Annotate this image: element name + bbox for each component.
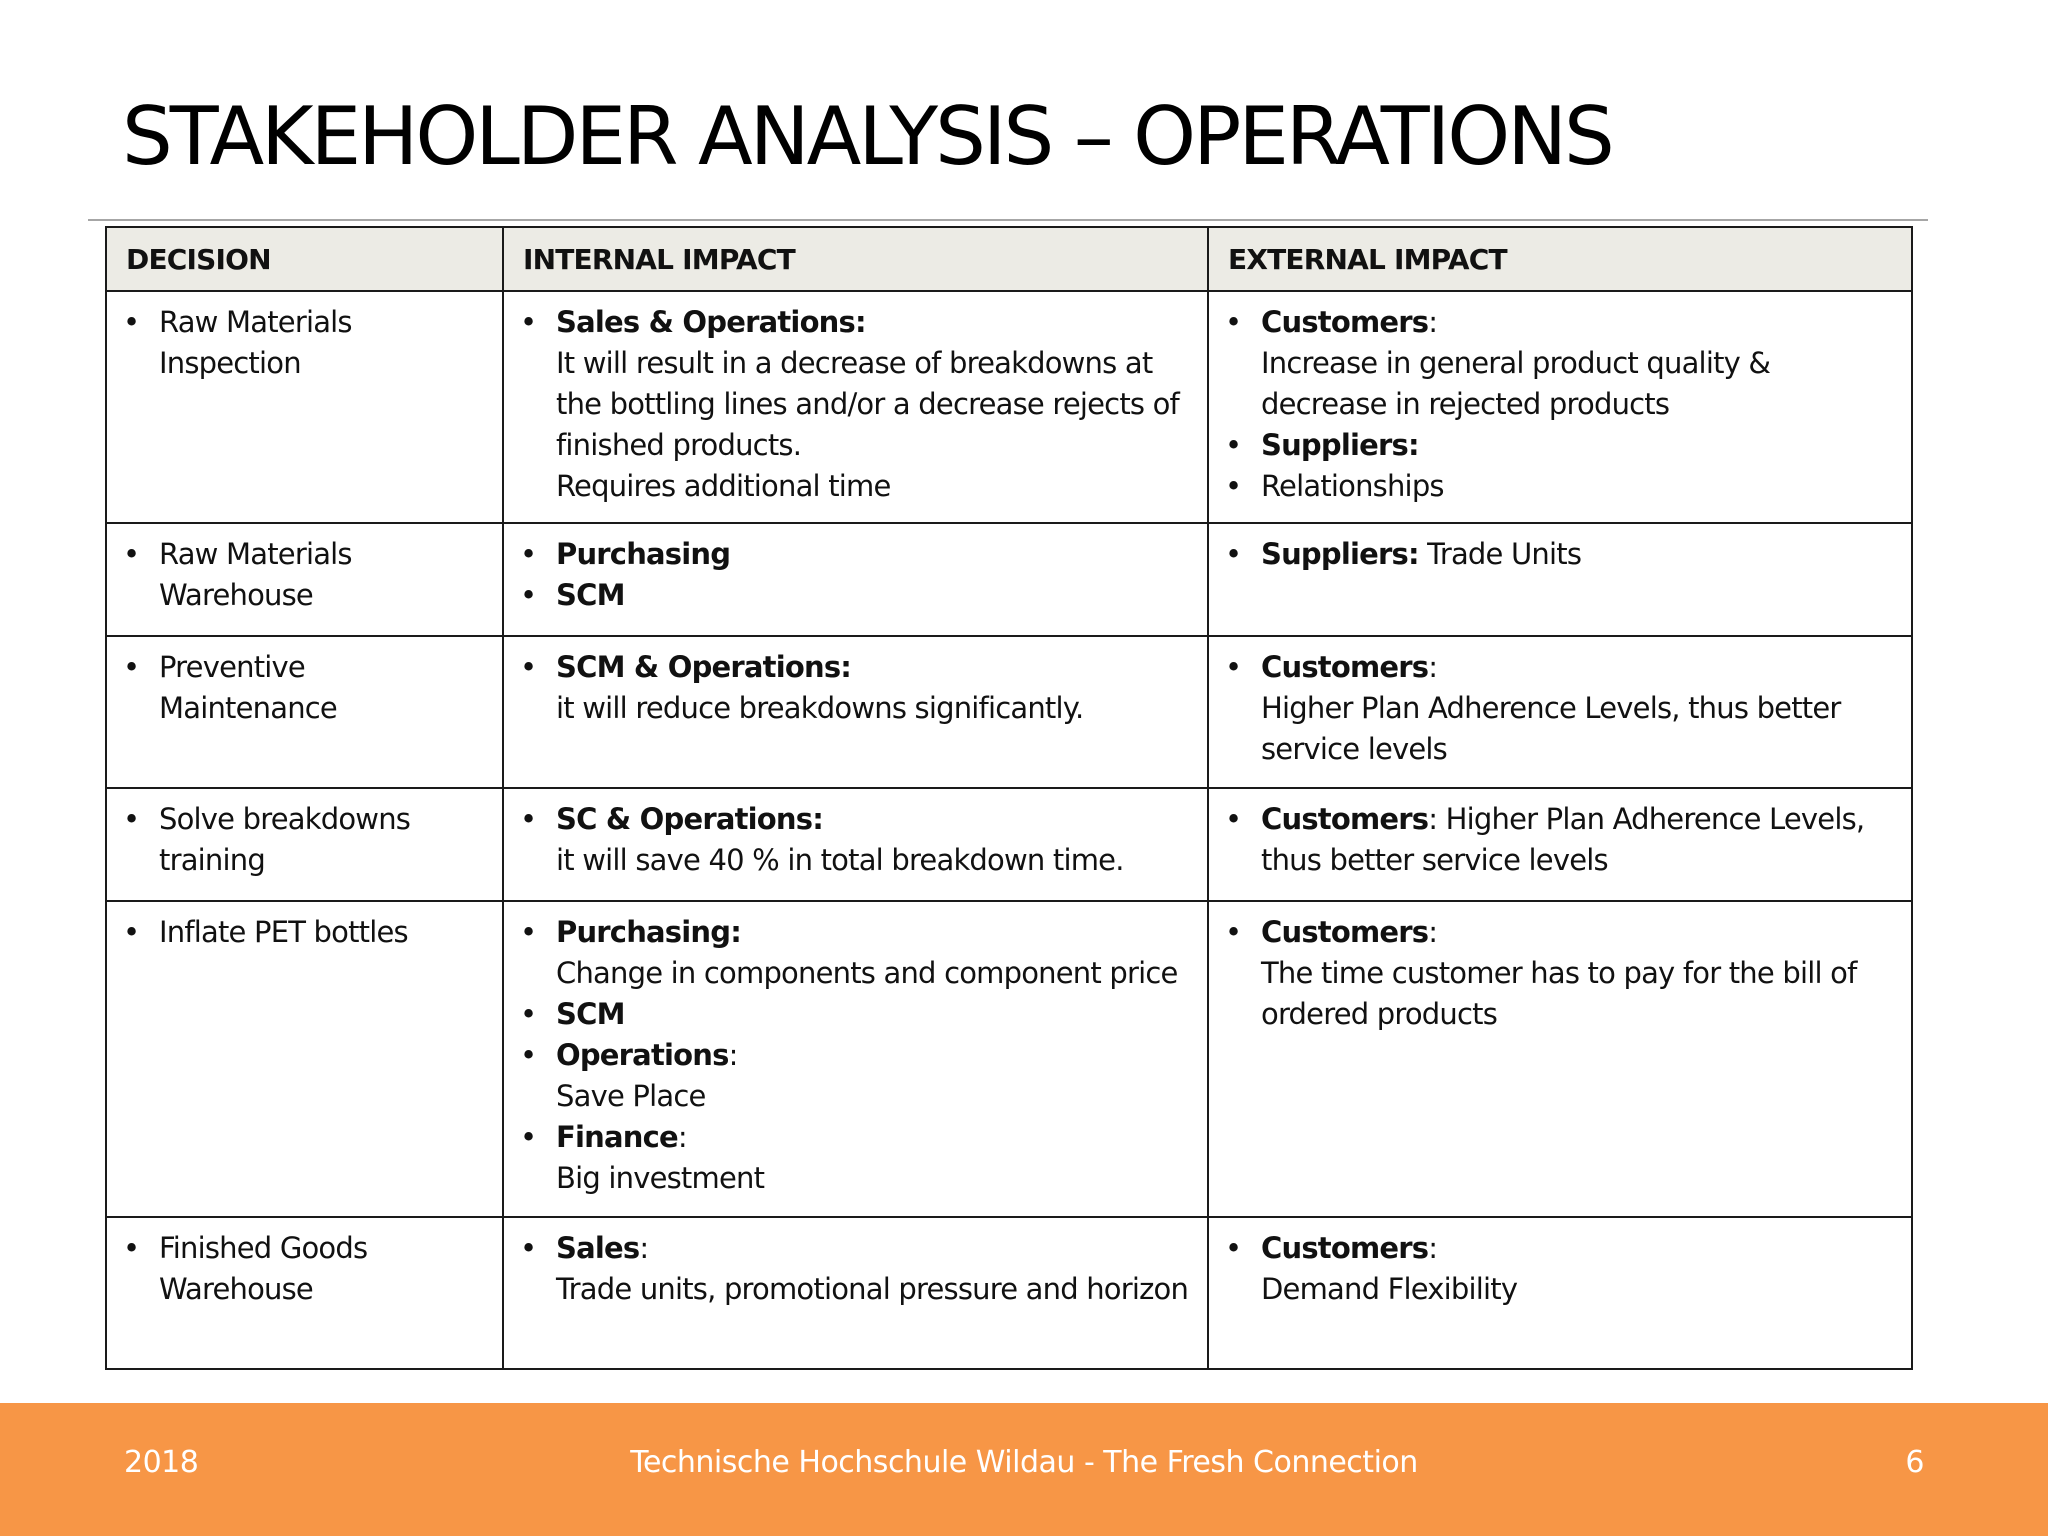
list-item	[516, 912, 1193, 994]
table-row	[106, 523, 1912, 636]
decision-text: Solve breakdowns training	[159, 802, 411, 877]
external-impact-list	[1221, 534, 1897, 575]
internal-impact-cell	[503, 1217, 1208, 1369]
decision-list	[119, 1228, 488, 1310]
stakeholder-note: :	[1428, 305, 1438, 339]
list-item	[119, 1228, 488, 1310]
external-impact-list	[1221, 647, 1897, 770]
decision-cell	[106, 1217, 503, 1369]
stakeholder-name: Sales & Operations:	[556, 305, 866, 339]
stakeholder-name: Customers	[1261, 305, 1429, 339]
impact-description: It will result in a decrease of breakdowns at the bottling lines and/or a decrease rejects of finished products.	[556, 346, 1179, 462]
decision-text: Raw Materials Warehouse	[159, 537, 352, 612]
decision-text: Inflate PET bottles	[159, 915, 408, 949]
stakeholder-note: Relationships	[1261, 469, 1444, 503]
list-item	[516, 647, 1193, 729]
internal-impact-list	[516, 647, 1193, 729]
external-impact-list	[1221, 799, 1897, 881]
impact-description: The time customer has to pay for the bill of ordered products	[1261, 956, 1857, 1031]
list-item	[119, 799, 488, 881]
impact-description: Requires additional time	[556, 469, 891, 503]
list-item	[516, 1228, 1193, 1310]
slide-title: STAKEHOLDER ANALYSIS – OPERATIONS	[122, 90, 1612, 183]
footer-institution: Technische Hochschule Wildau - The Fresh Connection	[630, 1445, 1418, 1480]
stakeholder-table	[105, 226, 1913, 1370]
external-impact-list	[1221, 1228, 1897, 1310]
decision-cell	[106, 788, 503, 901]
stakeholder-name: SCM & Operations:	[556, 650, 852, 684]
internal-impact-cell	[503, 636, 1208, 788]
list-item	[516, 534, 1193, 575]
decision-text: Preventive Maintenance	[159, 650, 337, 725]
list-item	[119, 302, 488, 384]
external-impact-cell	[1208, 901, 1912, 1217]
table-row	[106, 291, 1912, 523]
impact-description: Trade units, promotional pressure and horizon	[556, 1272, 1189, 1306]
stakeholder-note: :	[1428, 1231, 1438, 1265]
list-item	[516, 799, 1193, 881]
external-impact-cell	[1208, 1217, 1912, 1369]
list-item	[119, 647, 488, 729]
external-impact-list	[1221, 302, 1897, 507]
stakeholder-note: : Higher Plan Adherence Levels, thus better service levels	[1261, 802, 1865, 877]
stakeholder-name: Purchasing	[556, 537, 731, 571]
list-item	[516, 1117, 1193, 1199]
list-item	[1221, 425, 1897, 466]
external-impact-cell	[1208, 291, 1912, 523]
table-body	[106, 291, 1912, 1369]
internal-impact-list	[516, 799, 1193, 881]
impact-description: Big investment	[556, 1161, 765, 1195]
stakeholder-name: Customers	[1261, 915, 1429, 949]
stakeholder-name: Sales	[556, 1231, 640, 1265]
header-external-impact: EXTERNAL IMPACT	[1208, 227, 1912, 291]
stakeholder-name: Purchasing:	[556, 915, 742, 949]
decision-list	[119, 799, 488, 881]
impact-description: Increase in general product quality & decrease in rejected products	[1261, 346, 1771, 421]
list-item	[516, 302, 1193, 507]
decision-list	[119, 534, 488, 616]
impact-description: it will save 40 % in total breakdown time.	[556, 843, 1124, 877]
list-item	[516, 994, 1193, 1035]
list-item	[1221, 1228, 1897, 1310]
stakeholder-name: Customers	[1261, 802, 1429, 836]
stakeholder-note: :	[1428, 650, 1438, 684]
decision-list	[119, 647, 488, 729]
impact-description: Higher Plan Adherence Levels, thus better service levels	[1261, 691, 1841, 766]
external-impact-list	[1221, 912, 1897, 1035]
table-row	[106, 1217, 1912, 1369]
decision-list	[119, 302, 488, 384]
impact-description: Change in components and component price	[556, 956, 1178, 990]
header-internal-impact: INTERNAL IMPACT	[503, 227, 1208, 291]
impact-description: Demand Flexibility	[1261, 1272, 1518, 1306]
list-item	[1221, 912, 1897, 1035]
decision-cell	[106, 523, 503, 636]
decision-text: Raw Materials Inspection	[159, 305, 352, 380]
impact-description: it will reduce breakdowns significantly.	[556, 691, 1084, 725]
list-item	[516, 1035, 1193, 1117]
stakeholder-note: :	[728, 1038, 738, 1072]
table-row	[106, 901, 1912, 1217]
title-divider	[88, 219, 1928, 221]
stakeholder-name: Operations	[556, 1038, 729, 1072]
stakeholder-note: :	[1428, 915, 1438, 949]
internal-impact-list	[516, 534, 1193, 616]
stakeholder-name: Customers	[1261, 650, 1429, 684]
decision-list	[119, 912, 488, 953]
internal-impact-cell	[503, 788, 1208, 901]
table-row	[106, 636, 1912, 788]
list-item	[1221, 302, 1897, 425]
impact-description: Save Place	[556, 1079, 706, 1113]
internal-impact-cell	[503, 523, 1208, 636]
external-impact-cell	[1208, 788, 1912, 901]
stakeholder-name: Suppliers:	[1261, 428, 1419, 462]
external-impact-cell	[1208, 523, 1912, 636]
stakeholder-name: Finance	[556, 1120, 678, 1154]
decision-cell	[106, 291, 503, 523]
page-number: 6	[1905, 1445, 1924, 1480]
stakeholder-name: SCM	[556, 578, 625, 612]
stakeholder-name: Customers	[1261, 1231, 1429, 1265]
decision-cell	[106, 901, 503, 1217]
internal-impact-cell	[503, 291, 1208, 523]
table-row	[106, 788, 1912, 901]
internal-impact-cell	[503, 901, 1208, 1217]
stakeholder-name: Suppliers:	[1261, 537, 1419, 571]
header-decision: DECISION	[106, 227, 503, 291]
list-item	[1221, 647, 1897, 770]
internal-impact-list	[516, 302, 1193, 507]
list-item	[516, 575, 1193, 616]
internal-impact-list	[516, 1228, 1193, 1310]
stakeholder-name: SC & Operations:	[556, 802, 824, 836]
stakeholder-note: Trade Units	[1418, 537, 1582, 571]
list-item	[1221, 799, 1897, 881]
stakeholder-name: SCM	[556, 997, 625, 1031]
footer-bar	[0, 1403, 2048, 1536]
list-item	[1221, 466, 1897, 507]
list-item	[119, 534, 488, 616]
external-impact-cell	[1208, 636, 1912, 788]
decision-text: Finished Goods Warehouse	[159, 1231, 368, 1306]
decision-cell	[106, 636, 503, 788]
list-item	[1221, 534, 1897, 575]
list-item	[119, 912, 488, 953]
footer-year: 2018	[124, 1445, 199, 1480]
stakeholder-note: :	[639, 1231, 649, 1265]
internal-impact-list	[516, 912, 1193, 1199]
table-header-row	[106, 227, 1912, 291]
stakeholder-note: :	[677, 1120, 687, 1154]
